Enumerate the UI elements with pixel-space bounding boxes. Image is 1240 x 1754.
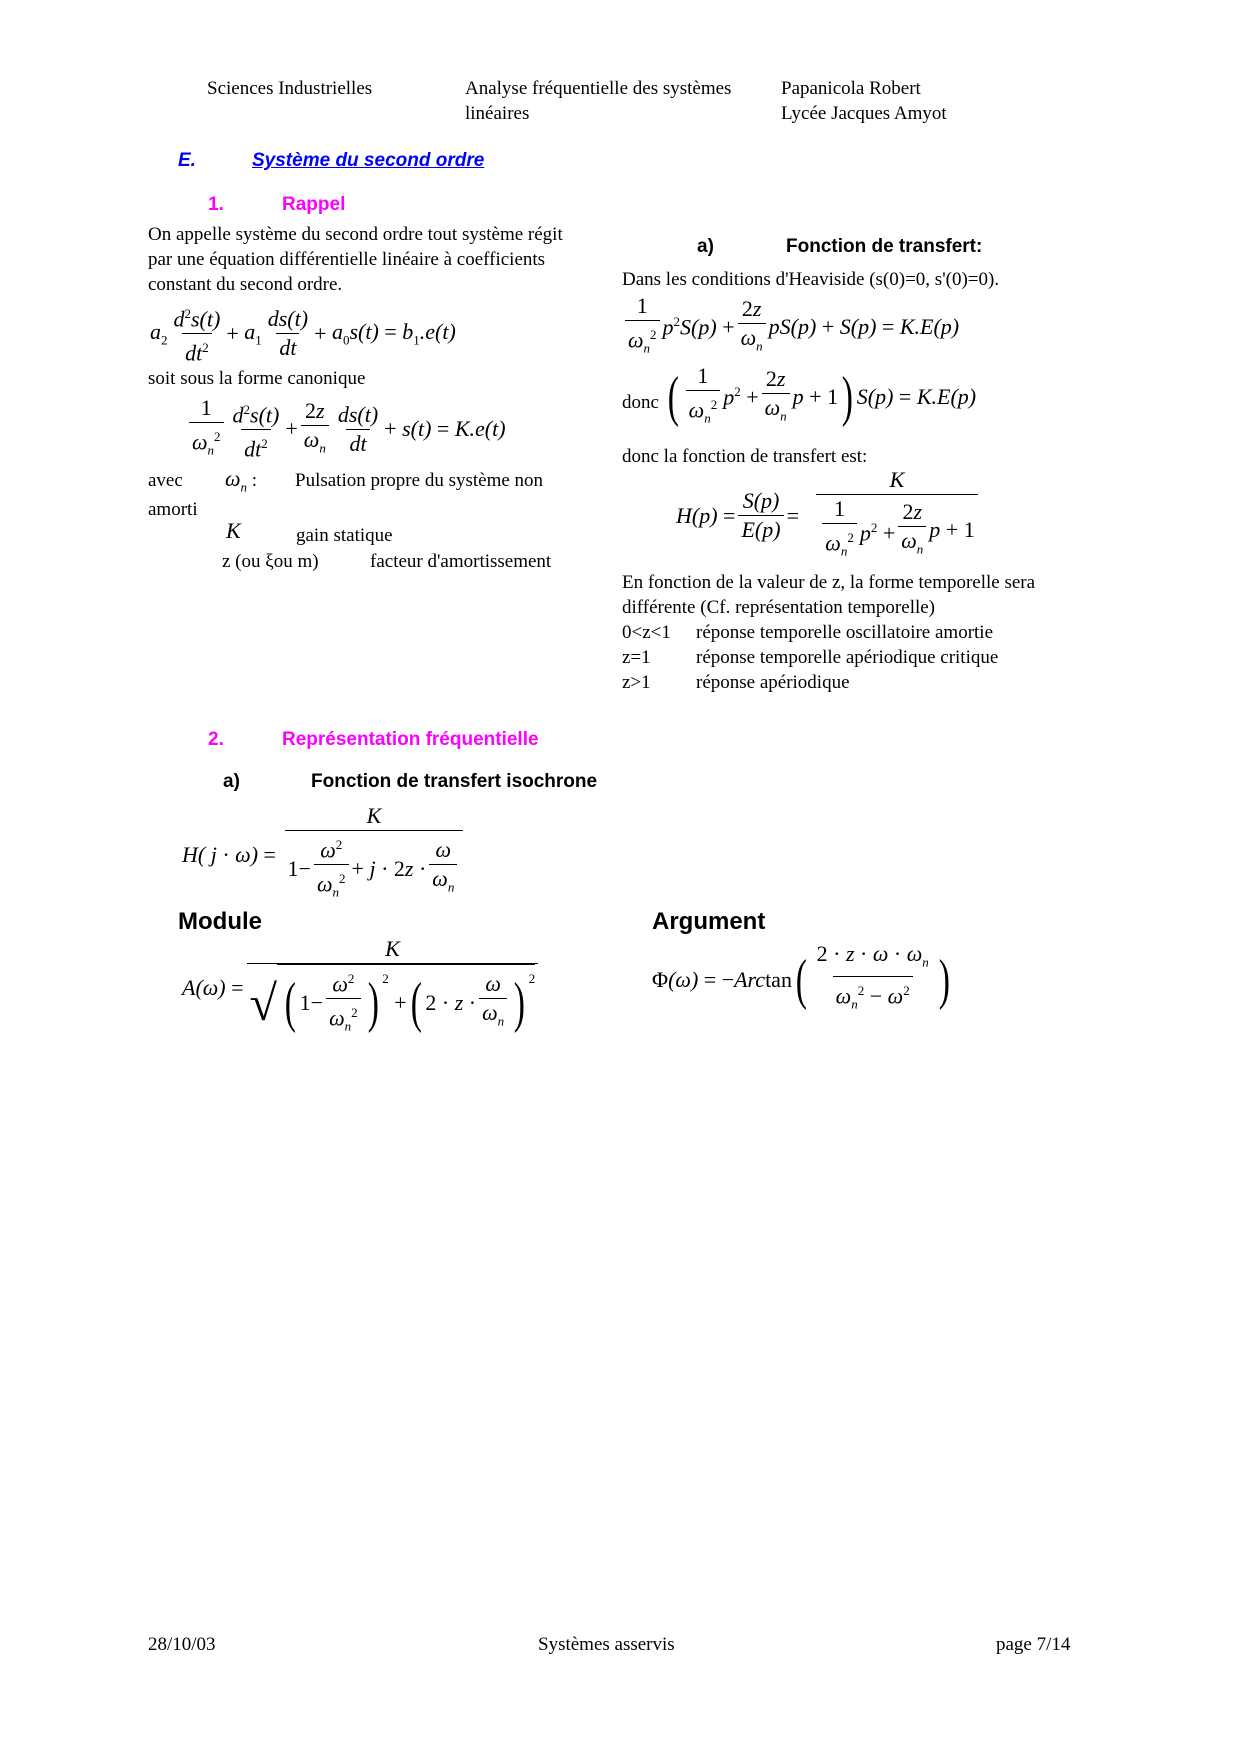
header-chapter: Analyse fréquentielle des systèmes linéaires <box>465 78 732 124</box>
header-author: Papanicola Robert Lycée Jacques Amyot <box>781 78 947 124</box>
section-e-number: E. <box>178 150 196 171</box>
equation-differential: $a_2$ $\frac{d^2s(t)}{dt^2}$ + $a_1$ $\frac{ds(t)}{dt}$ + $a_0s(t) = b_1.e(t)$ <box>150 306 456 366</box>
heaviside-text: Dans les conditions d'Heaviside (s(0)=0, s'(0)=0). <box>622 269 1000 290</box>
equation-module: A(ω) = K √ ( 1− $\frac{\omega^2}{\omega_n^2}$ ) $^2$ + ( 2 · z · $\frac{\omega}{\omega_n}$ ) $^2$ <box>182 935 541 1041</box>
freq-title: Représentation fréquentielle <box>282 729 539 750</box>
case-row: z>1 réponse apériodique <box>622 672 850 693</box>
isochrone-number: a) <box>223 771 240 792</box>
k-symbol: K <box>226 518 241 543</box>
donc-label: donc <box>622 392 659 413</box>
rappel-title: Rappel <box>282 194 346 215</box>
equation-laplace: $\frac{1}{\omega_n^2}$ $p^2S(p)$ + $\frac{2z}{\omega_n}$ pS(p) + S(p) = K.E(p) <box>622 292 959 363</box>
module-heading: Module <box>178 908 262 935</box>
k-definition: gain statique <box>296 525 393 546</box>
footer-title: Systèmes asservis <box>538 1634 675 1655</box>
footer-date: 28/10/03 <box>148 1634 216 1655</box>
transfert-title: Fonction de transfert: <box>786 236 983 257</box>
canon-text: soit sous la forme canonique <box>148 368 366 389</box>
argument-heading: Argument <box>652 908 766 935</box>
avec-label: avec <box>148 470 183 491</box>
rappel-number: 1. <box>208 194 224 215</box>
section-e-title: Système du second ordre <box>252 150 485 171</box>
footer-page: page 7/14 <box>996 1634 1071 1655</box>
isochrone-title: Fonction de transfert isochrone <box>311 771 598 792</box>
equation-argument: Φ(ω) = −Arctan ( $\frac{2 \cdot z \cdot \omega \cdot \omega_n}{\omega_n^2 - \omega^2}$ ) <box>652 940 953 1019</box>
fonction-text: En fonction de la valeur de z, la forme temporelle sera différente (Cf. représentation temporelle) <box>622 572 1036 618</box>
donc-ft-text: donc la fonction de transfert est: <box>622 446 868 467</box>
z-definition: facteur d'amortissement <box>370 551 552 572</box>
freq-number: 2. <box>208 729 224 750</box>
wn-definition: Pulsation propre du système non <box>295 470 544 491</box>
wn-symbol: $\omega_n$ : <box>225 466 258 495</box>
amorti-text: amorti <box>148 499 198 520</box>
cases-list <box>622 620 998 695</box>
header-course: Sciences Industrielles <box>207 78 373 99</box>
case-row: z=1 réponse temporelle apériodique critique <box>622 647 999 668</box>
equation-hjw: H( j · ω) = K 1− $\frac{\omega^2}{\omega_n^2}$ + j · 2z · $\frac{\omega}{\omega_n}$ <box>182 802 472 907</box>
equation-factored: ( $\frac{1}{\omega_n^2}$ $p^2$ + $\frac{2z}{\omega_n}$ p + 1 ) S(p) = K.E(p) <box>664 362 976 433</box>
transfert-number: a) <box>697 236 714 257</box>
rappel-intro: On appelle système du second ordre tout système régit par une équation différentielle linéaire à coefficients constant du second ordre. <box>148 224 563 295</box>
equation-hp: H(p) = $\frac{S(p)}{E(p)}$ = K $\frac{1}{\omega_n^2}$ $p^2$ + $\frac{2z}{\omega_n}$ p + 1 <box>676 466 995 566</box>
equation-canonical: $\frac{1}{\omega_n^2}$ $\frac{d^2s(t)}{dt^2}$ + $\frac{2z}{\omega_n}$ $\frac{ds(t)}{dt}$ + s(t) = K.e(t) <box>186 394 506 465</box>
z-label: z (ou ξou m) <box>222 551 319 572</box>
case-row: 0<z<1 réponse temporelle oscillatoire amortie <box>622 622 994 643</box>
